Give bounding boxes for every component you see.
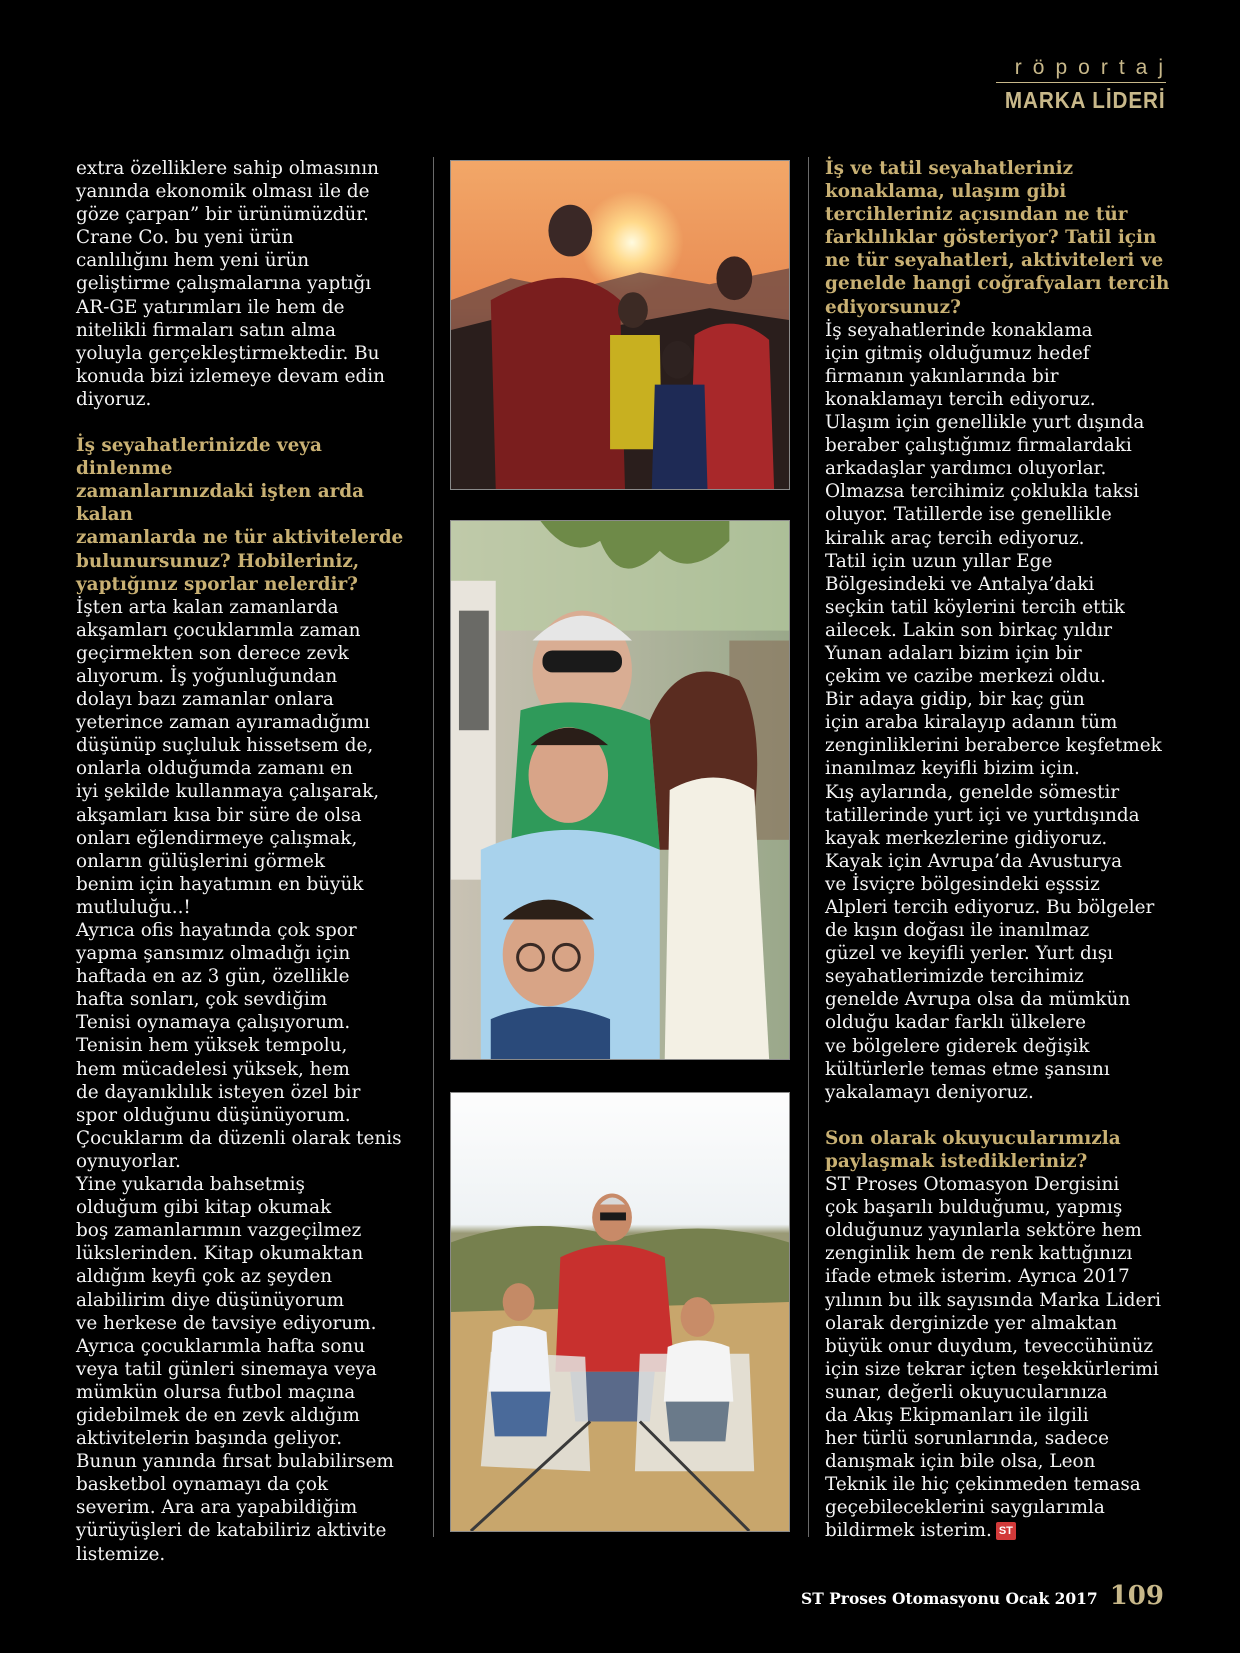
question-travel: İş ve tatil seyahatleriniz konaklama, ulaşım gibi tercihleriniz açısından ne tür farklılıklar gösteriyor? Tatil için ne tür seyahatleri, aktiviteleri ve genelde hangi coğrafyaları tercih ediyorsunuz?	[825, 158, 1170, 318]
section-label: röportaj	[1014, 56, 1174, 79]
answer-travel: İş seyahatlerinde konaklama için gitmiş olduğumuz hedef firmanın yakınlarında bir konaklamayı tercih ediyoruz. Ulaşım için genellikle yurt dışında beraber çalıştığımız firmalardaki arkadaşlar yardımcı oluyorlar. Olmazsa tercihimiz çoklukla taksi oluyor. Tatillerde ise genellikle kiralık araç tercih ediyoruz. Tatil için uzun yıllar Ege Bölgesindeki ve Antalya’daki seçkin tatil köylerini tercih ettik ailecek. Lakin son birkaç yıldır Yunan adaları bizim için bir çekim ve cazibe merkezi oldu. Bir adaya gidip, bir kaç gün için araba kiralayıp adanın tüm zenginliklerini beraberce keşfetmek inanılmaz keyifli bizim için. Kış aylarında, genelde sömestir tatillerinde yurt içi ve yurtdışında kayak merkezlerine gidiyoruz. Kayak için Avrupa’da Avusturya ve İsviçre bölgesindeki eşssiz Alpleri tercih ediyoruz. Bu bölgeler de kışın doğası ile inanılmaz güzel ve keyifli yerler. Yurt dışı seyahatlerimizde tercihimiz genelde Avrupa olsa da mümkün olduğu kadar farklı ülkelere ve bölgelere giderek değişik kültürlerle temas etme şansını yakalamayı deniyoruz.	[825, 319, 1162, 1103]
left-text-column	[76, 157, 416, 1566]
publication-info: ST Proses Otomasyonu Ocak 2017	[801, 1589, 1098, 1608]
family-outdoor-photo	[450, 1092, 790, 1532]
section-title: MARKA LİDERİ	[1005, 87, 1166, 113]
family-selfie-photo	[450, 520, 790, 1060]
intro-paragraph: extra özelliklere sahip olmasının yanında ekonomik olması ile de göze çarpan” bir ürünümüzdür. Crane Co. bu yeni ürün canlılığını hem yeni ürün geliştirme çalışmalarına yaptığı AR-GE yatırımları ile hem de nitelikli firmaları satın alma yoluyla gerçekleştirmektedir. Bu konuda bizi izlemeye devam edin diyoruz.	[76, 158, 386, 410]
right-text-column	[825, 157, 1170, 1543]
answer-final: ST Proses Otomasyon Dergisini çok başarılı bulduğumu, yapmış olduğunuz yayınlarla sektöre hem zenginlik hem de renk kattığınızı ifade etmek isterim. Ayrıca 2017 yılının bu ilk sayısında Marka Lideri olarak derginizde yer almaktan büyük onur duydum, teveccühünüz için size tekrar içten teşekkürlerimi sunar, değerli okuyucularınıza da Akış Ekipmanları ile ilgili her türlü sorunlarında, sadece danışmak için bile olsa, Leon Teknik ile hiç çekinmeden temasa geçebileceklerini saygılarımla bildirmek isterim.	[825, 1174, 1162, 1542]
header-divider	[996, 82, 1166, 83]
family-sunset-photo	[450, 160, 790, 490]
answer-hobbies: İşten arta kalan zamanlarda akşamları çocuklarımla zaman geçirmekten son derece zevk alıyorum. İş yoğunluğundan dolayı bazı zamanlar onlara yeterince zaman ayıramadığımı düşünüp suçluluk hissetsem de, onlarla olduğumda zamanı en iyi şekilde kullanmaya çalışarak, akşamları kısa bir süre de olsa onları eğlendirmeye çalışmak, onların gülüşlerini görmek benim için hayatımın en büyük mutluluğu..! Ayrıca ofis hayatında çok spor yapma şansımız olmadığı için haftada en az 3 gün, özellikle hafta sonları, çok sevdiğim Tenisi oynamaya çalışıyorum. Tenisin hem yüksek tempolu, hem mücadelesi yüksek, hem de dayanıklılık isteyen özel bir spor olduğunu düşünüyorum. Çocuklarım da düzenli olarak tenis oynuyorlar. Yine yukarıda bahsetmiş olduğum gibi kitap okumak boş zamanlarımın vazgeçilmez lükslerinden. Kitap okumaktan aldığım keyfi çok az şeyden alabilirim diye düşünüyorum ve herkese de tavsiye ediyorum. Ayrıca çocuklarımla hafta sonu veya tatil günleri sinemaya veya mümkün olursa futbol maçına gidebilmek de en zevk aldığım aktivitelerin başında geliyor. Bunun yanında fırsat bulabilirsem basketbol oynamayı da çok severim. Ara ara yapabildiğim yürüyüşleri de katabiliriz aktivite listemize.	[76, 596, 402, 1565]
page-header	[987, 56, 1174, 114]
page-number: 109	[1109, 1581, 1164, 1611]
question-hobbies: İş seyahatlerinizde veya dinlenme zamanlarınızdaki işten arda kalan zamanlarda ne tür aktivitelerde bulunursunuz? Hobileriniz, yaptığınız sporlar nelerdir?	[76, 435, 404, 595]
question-final: Son olarak okuyucularımızla paylaşmak istedikleriniz?	[825, 1127, 1121, 1172]
end-mark-logo: ST	[996, 1522, 1016, 1540]
page-footer	[801, 1581, 1164, 1611]
column-divider-right	[808, 157, 809, 1537]
answer-final-block	[825, 1173, 1170, 1543]
column-divider-left	[433, 157, 434, 1537]
